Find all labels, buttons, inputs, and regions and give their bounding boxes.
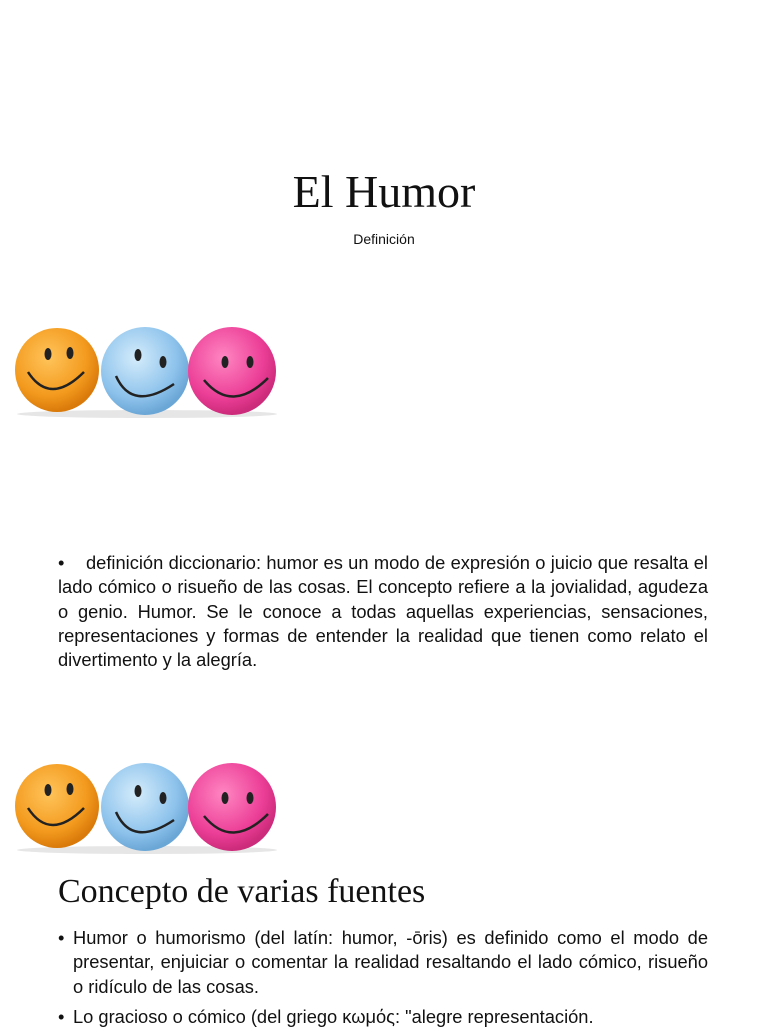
section-heading: Concepto de varias fuentes: [58, 873, 426, 910]
list-item-text: Lo gracioso o cómico (del griego κωμός: "alegre representación.: [73, 1005, 594, 1027]
smiley-balls-image: [12, 756, 282, 856]
bullet-point: •: [58, 927, 65, 948]
sources-list: [58, 926, 708, 1035]
definition-paragraph: [58, 551, 708, 672]
page-subtitle: Definición: [353, 231, 415, 247]
list-item: [58, 1005, 708, 1029]
bullet-point: •: [58, 552, 65, 573]
definition-text: definición diccionario: humor es un modo de expresión o juicio que resalta el lado cómico o risueño de las cosas. El concepto refiere a la jovialidad, agudeza o genio. Humor. Se le conoce a todas aquellas experiencias, sensaciones, representaciones y formas de entender la realidad que tienen como relato el divertimento y la alegría.: [58, 552, 708, 671]
list-item-text: Humor o humorismo (del latín: humor, -ōris) es definido como el modo de presentar, enjuiciar o comentar la realidad resaltando el lado cómico, risueño o ridículo de las cosas.: [73, 927, 708, 997]
smiley-balls-image: [12, 320, 282, 420]
list-item: [58, 926, 708, 999]
page-title: El Humor: [292, 166, 476, 217]
bullet-point: •: [58, 1005, 65, 1027]
